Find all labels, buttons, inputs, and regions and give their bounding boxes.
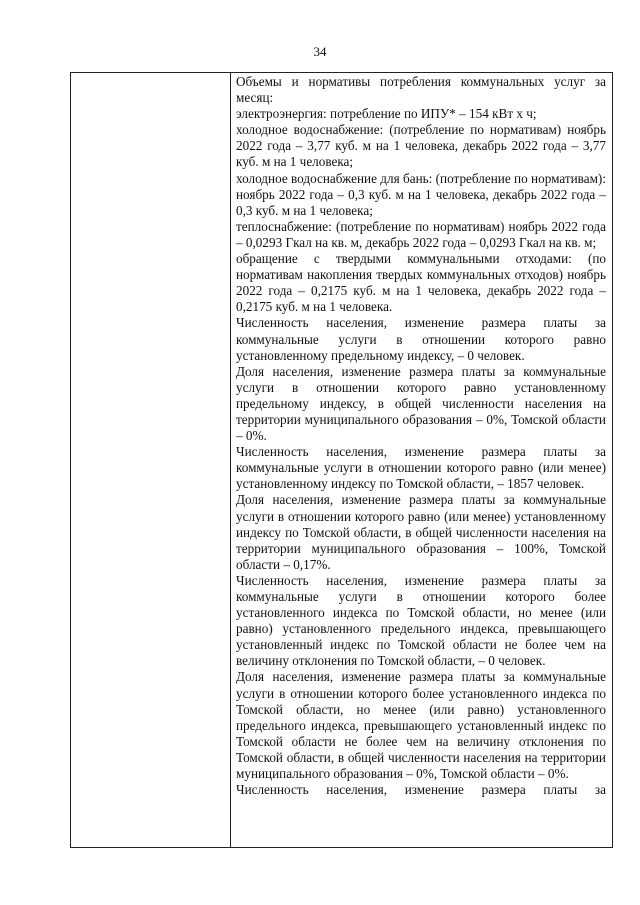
paragraph: Численность населения, изменение размера платы за [236,782,606,798]
paragraph: электроэнергия: потребление по ИПУ* – 154 кВт х ч; [236,106,537,122]
paragraph: Объемы и нормативы потребления коммунальных услуг за месяц: [236,74,606,106]
paragraph: Численность населения, изменение размера платы за коммунальные услуги в отношении которого равно установленному предельному индексу, – 0 человек. [236,315,606,363]
paragraph: Численность населения, изменение размера платы за коммунальные услуги в отношении которого более установленного индекса по Томской области, но менее (или равно) установленного предельного индекса, превышающего установленный индекс по Томской области не более чем на величину отклонения по Томской области, – 0 человек. [236,572,606,669]
paragraph: обращение с твердыми коммунальными отходами: (по нормативам накопления твердых коммунальных отходов) ноябрь 2022 года – 0,2175 куб. м на 1 человека, декабрь 2022 года – 0,2175 куб. м на 1 человека. [236,251,606,315]
paragraph: Доля населения, изменение размера платы за коммунальные услуги в отношении которого равно (или менее) установленному индексу по Томской области, в общей численности населения на территории муниципального образования – 100%, Томской области – 0,17%. [236,492,606,572]
paragraph: Доля населения, изменение размера платы за коммунальные услуги в отношении которого равно установленному предельному индексу, в общей численности населения на территории муниципального образования – 0%, Томской области – 0%. [236,363,606,444]
table-right-cell [231,73,612,847]
document-table [70,72,613,848]
paragraph: Доля населения, изменение размера платы за коммунальные услуги в отношении которого более установленного индекса по Томской области, но менее (или равно) установленного предельного индекса, превышающего установленный индекс по Томской области не более чем на величину отклонения по Томской области, в общей численности населения на территории муниципального образования – 0%, Томской области – 0%. [236,669,606,782]
paragraph: теплоснабжение: (потребление по нормативам) ноябрь 2022 года – 0,0293 Гкал на кв. м, декабрь 2022 года – 0,0293 Гкал на кв. м; [236,218,606,250]
table-left-cell [71,73,231,847]
paragraph: Численность населения, изменение размера платы за коммунальные услуги в отношении которого равно (или менее) установленному индексу по Томской области, – 1857 человек. [236,444,606,492]
page-number: 34 [313,44,327,59]
paragraph: холодное водоснабжение: (потребление по нормативам) ноябрь 2022 года – 3,77 куб. м на 1 человека, декабрь 2022 года – 3,77 куб. м на 1 человека; [236,122,606,170]
paragraph: холодное водоснабжение для бань: (потребление по нормативам): ноябрь 2022 года – 0,3 куб. м на 1 человека, декабрь 2022 года – 0,3 куб. м на 1 человека; [236,170,606,218]
